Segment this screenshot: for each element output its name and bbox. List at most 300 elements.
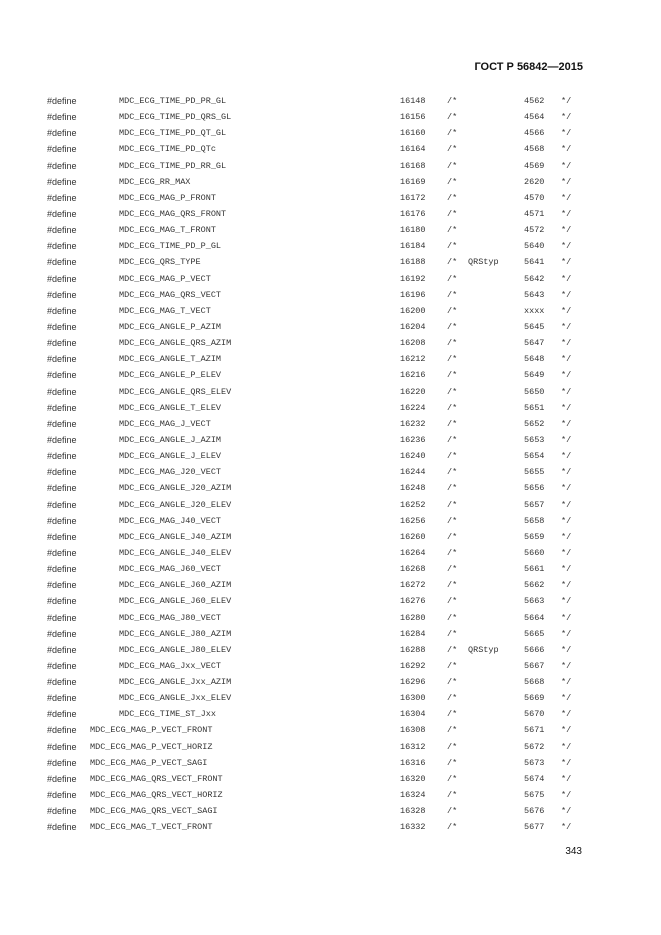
define-row: [0, 159, 661, 175]
define-keyword: #define: [47, 580, 77, 591]
define-row: [0, 514, 661, 530]
define-row: [0, 594, 661, 610]
comment-close: */: [561, 773, 572, 784]
define-row: [0, 820, 661, 836]
define-row: [0, 772, 661, 788]
macro-value: 16256: [400, 515, 426, 526]
comment-code: 5655: [524, 467, 545, 478]
comment-close: */: [561, 225, 572, 236]
comment-code: 5675: [524, 790, 545, 801]
define-keyword: #define: [47, 612, 77, 623]
define-row: [0, 756, 661, 772]
define-row: [0, 643, 661, 659]
define-row: [0, 304, 661, 320]
comment-open: /*: [447, 483, 458, 494]
comment-close: */: [561, 144, 572, 155]
macro-value: 16168: [400, 160, 426, 171]
comment-open: /*: [447, 144, 458, 155]
comment-open: /*: [447, 128, 458, 139]
comment-open: /*: [447, 160, 458, 171]
comment-close: */: [561, 693, 572, 704]
comment-open: /*: [447, 773, 458, 784]
macro-value: 16320: [400, 773, 426, 784]
define-keyword: #define: [47, 644, 77, 655]
define-row: [0, 498, 661, 514]
comment-code: 5649: [524, 370, 545, 381]
comment-open: /*: [447, 741, 458, 752]
comment-open: /*: [447, 225, 458, 236]
comment-close: */: [561, 822, 572, 833]
macro-name: MDC_ECG_MAG_J20_VECT: [119, 467, 222, 478]
define-row: [0, 272, 661, 288]
comment-open: /*: [447, 257, 458, 268]
comment-code: 5654: [524, 451, 545, 462]
comment-close: */: [561, 192, 572, 203]
comment-close: */: [561, 257, 572, 268]
comment-close: */: [561, 612, 572, 623]
comment-code: 5665: [524, 628, 545, 639]
macro-name: MDC_ECG_ANGLE_J40_ELEV: [119, 547, 232, 558]
define-keyword: #define: [47, 515, 77, 526]
macro-name: MDC_ECG_TIME_ST_Jxx: [119, 709, 216, 720]
comment-type: QRStyp: [468, 257, 499, 268]
comment-open: /*: [447, 612, 458, 623]
define-keyword: #define: [47, 434, 77, 445]
comment-close: */: [561, 596, 572, 607]
comment-code: 5643: [524, 289, 545, 300]
comment-close: */: [561, 321, 572, 332]
macro-name: MDC_ECG_TIME_PD_QTc: [119, 144, 216, 155]
comment-close: */: [561, 418, 572, 429]
macro-name: MDC_ECG_MAG_P_VECT_HORIZ: [90, 741, 213, 752]
macro-name: MDC_ECG_ANGLE_J60_ELEV: [119, 596, 232, 607]
macro-value: 16324: [400, 790, 426, 801]
macro-value: 16232: [400, 418, 426, 429]
comment-open: /*: [447, 644, 458, 655]
comment-close: */: [561, 96, 572, 106]
comment-close: */: [561, 677, 572, 688]
comment-close: */: [561, 757, 572, 768]
comment-code: 5662: [524, 580, 545, 591]
comment-code: 5656: [524, 483, 545, 494]
define-keyword: #define: [47, 499, 77, 510]
comment-open: /*: [447, 660, 458, 671]
macro-name: MDC_ECG_TIME_PD_RR_GL: [119, 160, 227, 171]
define-keyword: #define: [47, 531, 77, 542]
comment-open: /*: [447, 725, 458, 736]
macro-name: MDC_ECG_ANGLE_J80_ELEV: [119, 644, 232, 655]
macro-name: MDC_ECG_ANGLE_J20_ELEV: [119, 499, 232, 510]
comment-code: 5674: [524, 773, 545, 784]
define-keyword: #define: [47, 547, 77, 558]
define-row: [0, 578, 661, 594]
macro-name: MDC_ECG_TIME_PD_QT_GL: [119, 128, 227, 139]
define-keyword: #define: [47, 467, 77, 478]
macro-value: 16196: [400, 289, 426, 300]
macro-value: 16208: [400, 338, 426, 349]
macro-value: 16188: [400, 257, 426, 268]
macro-name: MDC_ECG_ANGLE_J40_AZIM: [119, 531, 232, 542]
comment-code: 5659: [524, 531, 545, 542]
define-row: [0, 465, 661, 481]
comment-code: 5641: [524, 257, 545, 268]
macro-name: MDC_ECG_MAG_QRS_VECT: [119, 289, 222, 300]
define-row: [0, 255, 661, 271]
comment-close: */: [561, 160, 572, 171]
comment-code: 5651: [524, 402, 545, 413]
define-keyword: #define: [47, 773, 77, 784]
comment-open: /*: [447, 790, 458, 801]
macro-value: 16224: [400, 402, 426, 413]
comment-close: */: [561, 564, 572, 575]
define-keyword: #define: [47, 790, 77, 801]
define-keyword: #define: [47, 208, 77, 219]
define-row: [0, 401, 661, 417]
comment-open: /*: [447, 467, 458, 478]
comment-code: xxxx: [524, 305, 545, 316]
macro-name: MDC_ECG_ANGLE_QRS_AZIM: [119, 338, 232, 349]
comment-open: /*: [447, 434, 458, 445]
macro-name: MDC_ECG_TIME_PD_QRS_GL: [119, 112, 232, 123]
define-keyword: #define: [47, 451, 77, 462]
comment-close: */: [561, 434, 572, 445]
macro-name: MDC_ECG_ANGLE_P_ELEV: [119, 370, 222, 381]
comment-open: /*: [447, 305, 458, 316]
define-row: [0, 562, 661, 578]
comment-close: */: [561, 515, 572, 526]
define-row: [0, 175, 661, 191]
define-keyword: #define: [47, 402, 77, 413]
define-row: [0, 126, 661, 142]
comment-close: */: [561, 467, 572, 478]
comment-open: /*: [447, 354, 458, 365]
macro-name: MDC_ECG_QRS_TYPE: [119, 257, 201, 268]
macro-value: 16276: [400, 596, 426, 607]
comment-open: /*: [447, 208, 458, 219]
define-keyword: #define: [47, 289, 77, 300]
comment-close: */: [561, 806, 572, 817]
define-keyword: #define: [47, 564, 77, 575]
macro-value: 16280: [400, 612, 426, 623]
macro-name: MDC_ECG_MAG_P_VECT_FRONT: [90, 725, 213, 736]
define-keyword: #define: [47, 241, 77, 252]
macro-name: MDC_ECG_ANGLE_Jxx_AZIM: [119, 677, 232, 688]
define-keyword: #define: [47, 418, 77, 429]
define-keyword: #define: [47, 660, 77, 671]
comment-open: /*: [447, 709, 458, 720]
define-row: [0, 94, 661, 110]
macro-name: MDC_ECG_MAG_QRS_FRONT: [119, 208, 227, 219]
define-keyword: #define: [47, 192, 77, 203]
comment-code: 5652: [524, 418, 545, 429]
macro-value: 16169: [400, 176, 426, 187]
comment-open: /*: [447, 96, 458, 106]
comment-code: 4562: [524, 96, 545, 106]
comment-close: */: [561, 338, 572, 349]
comment-open: /*: [447, 757, 458, 768]
comment-close: */: [561, 644, 572, 655]
macro-value: 16296: [400, 677, 426, 688]
macro-value: 16308: [400, 725, 426, 736]
define-row: [0, 788, 661, 804]
define-keyword: #define: [47, 822, 77, 833]
comment-close: */: [561, 547, 572, 558]
comment-close: */: [561, 208, 572, 219]
macro-name: MDC_ECG_MAG_J_VECT: [119, 418, 211, 429]
macro-value: 16264: [400, 547, 426, 558]
define-row: [0, 804, 661, 820]
macro-value: 16220: [400, 386, 426, 397]
macro-value: 16236: [400, 434, 426, 445]
macro-name: MDC_ECG_MAG_J80_VECT: [119, 612, 222, 623]
comment-close: */: [561, 241, 572, 252]
comment-code: 4564: [524, 112, 545, 123]
comment-open: /*: [447, 499, 458, 510]
macro-name: MDC_ECG_ANGLE_J80_AZIM: [119, 628, 232, 639]
macro-name: MDC_ECG_MAG_QRS_VECT_SAGI: [90, 806, 218, 817]
macro-name: MDC_ECG_TIME_PD_PR_GL: [119, 96, 227, 106]
comment-open: /*: [447, 176, 458, 187]
comment-open: /*: [447, 693, 458, 704]
comment-code: 5653: [524, 434, 545, 445]
define-row: [0, 368, 661, 384]
comment-close: */: [561, 112, 572, 123]
macro-name: MDC_ECG_MAG_T_VECT_FRONT: [90, 822, 213, 833]
macro-value: 16284: [400, 628, 426, 639]
comment-close: */: [561, 386, 572, 397]
define-keyword: #define: [47, 160, 77, 171]
define-row: [0, 449, 661, 465]
macro-value: 16148: [400, 96, 426, 106]
define-row: [0, 546, 661, 562]
define-row: [0, 611, 661, 627]
macro-name: MDC_ECG_MAG_J60_VECT: [119, 564, 222, 575]
comment-code: 5663: [524, 596, 545, 607]
macro-name: MDC_ECG_ANGLE_T_AZIM: [119, 354, 222, 365]
macro-name: MDC_ECG_MAG_T_FRONT: [119, 225, 216, 236]
macro-value: 16292: [400, 660, 426, 671]
comment-code: 5648: [524, 354, 545, 365]
comment-close: */: [561, 725, 572, 736]
macro-value: 16216: [400, 370, 426, 381]
comment-code: 5664: [524, 612, 545, 623]
define-row: [0, 675, 661, 691]
macro-value: 16240: [400, 451, 426, 462]
comment-open: /*: [447, 596, 458, 607]
comment-close: */: [561, 741, 572, 752]
comment-open: /*: [447, 806, 458, 817]
define-list: [0, 94, 661, 836]
comment-code: 5645: [524, 321, 545, 332]
macro-value: 16252: [400, 499, 426, 510]
define-keyword: #define: [47, 725, 77, 736]
define-row: [0, 239, 661, 255]
comment-code: 5669: [524, 693, 545, 704]
comment-code: 5658: [524, 515, 545, 526]
comment-code: 5667: [524, 660, 545, 671]
comment-close: */: [561, 709, 572, 720]
macro-value: 16160: [400, 128, 426, 139]
comment-code: 4569: [524, 160, 545, 171]
define-row: [0, 288, 661, 304]
define-keyword: #define: [47, 338, 77, 349]
macro-name: MDC_ECG_ANGLE_J_AZIM: [119, 434, 222, 445]
define-keyword: #define: [47, 96, 77, 106]
define-keyword: #define: [47, 144, 77, 155]
comment-code: 5670: [524, 709, 545, 720]
define-keyword: #define: [47, 677, 77, 688]
comment-code: 4566: [524, 128, 545, 139]
define-keyword: #define: [47, 257, 77, 268]
comment-open: /*: [447, 321, 458, 332]
comment-open: /*: [447, 515, 458, 526]
macro-name: MDC_ECG_ANGLE_J20_AZIM: [119, 483, 232, 494]
comment-close: */: [561, 354, 572, 365]
comment-close: */: [561, 790, 572, 801]
macro-name: MDC_ECG_MAG_P_VECT_SAGI: [90, 757, 208, 768]
define-keyword: #define: [47, 628, 77, 639]
comment-close: */: [561, 402, 572, 413]
macro-value: 16184: [400, 241, 426, 252]
comment-open: /*: [447, 192, 458, 203]
comment-code: 5668: [524, 677, 545, 688]
define-row: [0, 417, 661, 433]
comment-open: /*: [447, 451, 458, 462]
comment-open: /*: [447, 677, 458, 688]
define-keyword: #define: [47, 483, 77, 494]
comment-open: /*: [447, 580, 458, 591]
macro-value: 16244: [400, 467, 426, 478]
define-keyword: #define: [47, 757, 77, 768]
macro-name: MDC_ECG_ANGLE_Jxx_ELEV: [119, 693, 232, 704]
define-row: [0, 627, 661, 643]
macro-value: 16156: [400, 112, 426, 123]
macro-name: MDC_ECG_MAG_QRS_VECT_HORIZ: [90, 790, 223, 801]
comment-open: /*: [447, 418, 458, 429]
comment-open: /*: [447, 531, 458, 542]
define-row: [0, 530, 661, 546]
comment-open: /*: [447, 241, 458, 252]
comment-close: */: [561, 483, 572, 494]
macro-value: 16204: [400, 321, 426, 332]
macro-name: MDC_ECG_ANGLE_P_AZIM: [119, 321, 222, 332]
comment-open: /*: [447, 112, 458, 123]
comment-open: /*: [447, 564, 458, 575]
macro-value: 16180: [400, 225, 426, 236]
macro-name: MDC_ECG_RR_MAX: [119, 176, 191, 187]
define-keyword: #define: [47, 806, 77, 817]
define-keyword: #define: [47, 370, 77, 381]
comment-open: /*: [447, 402, 458, 413]
define-row: [0, 320, 661, 336]
define-row: [0, 433, 661, 449]
document-header-standard-id: ГОСТ Р 56842—2015: [474, 61, 583, 73]
comment-close: */: [561, 580, 572, 591]
comment-code: 4568: [524, 144, 545, 155]
comment-code: 4572: [524, 225, 545, 236]
comment-close: */: [561, 128, 572, 139]
macro-value: 16260: [400, 531, 426, 542]
define-row: [0, 352, 661, 368]
comment-close: */: [561, 451, 572, 462]
macro-name: MDC_ECG_MAG_QRS_VECT_FRONT: [90, 773, 223, 784]
comment-code: 5672: [524, 741, 545, 752]
macro-name: MDC_ECG_ANGLE_T_ELEV: [119, 402, 222, 413]
comment-code: 4570: [524, 192, 545, 203]
define-row: [0, 691, 661, 707]
define-row: [0, 223, 661, 239]
macro-name: MDC_ECG_ANGLE_QRS_ELEV: [119, 386, 232, 397]
comment-open: /*: [447, 273, 458, 284]
comment-close: */: [561, 370, 572, 381]
comment-code: 5661: [524, 564, 545, 575]
macro-value: 16176: [400, 208, 426, 219]
macro-value: 16332: [400, 822, 426, 833]
macro-value: 16272: [400, 580, 426, 591]
define-keyword: #define: [47, 709, 77, 720]
comment-open: /*: [447, 386, 458, 397]
define-row: [0, 142, 661, 158]
comment-code: 4571: [524, 208, 545, 219]
comment-code: 5647: [524, 338, 545, 349]
macro-value: 16288: [400, 644, 426, 655]
comment-close: */: [561, 628, 572, 639]
define-row: [0, 336, 661, 352]
comment-code: 5657: [524, 499, 545, 510]
comment-code: 5671: [524, 725, 545, 736]
macro-name: MDC_ECG_ANGLE_J_ELEV: [119, 451, 222, 462]
define-keyword: #define: [47, 741, 77, 752]
comment-code: 2620: [524, 176, 545, 187]
comment-code: 5673: [524, 757, 545, 768]
comment-close: */: [561, 176, 572, 187]
comment-open: /*: [447, 547, 458, 558]
define-keyword: #define: [47, 596, 77, 607]
macro-name: MDC_ECG_MAG_J40_VECT: [119, 515, 222, 526]
define-keyword: #define: [47, 386, 77, 397]
define-row: [0, 481, 661, 497]
macro-value: 16172: [400, 192, 426, 203]
define-keyword: #define: [47, 176, 77, 187]
comment-open: /*: [447, 338, 458, 349]
macro-value: 16304: [400, 709, 426, 720]
comment-close: */: [561, 531, 572, 542]
macro-name: MDC_ECG_MAG_P_FRONT: [119, 192, 216, 203]
macro-value: 16300: [400, 693, 426, 704]
comment-code: 5640: [524, 241, 545, 252]
define-keyword: #define: [47, 273, 77, 284]
comment-open: /*: [447, 822, 458, 833]
define-row: [0, 191, 661, 207]
macro-name: MDC_ECG_TIME_PD_P_GL: [119, 241, 222, 252]
define-keyword: #define: [47, 354, 77, 365]
define-keyword: #define: [47, 693, 77, 704]
comment-code: 5676: [524, 806, 545, 817]
define-row: [0, 723, 661, 739]
macro-value: 16212: [400, 354, 426, 365]
comment-code: 5642: [524, 273, 545, 284]
macro-name: MDC_ECG_ANGLE_J60_AZIM: [119, 580, 232, 591]
macro-name: MDC_ECG_MAG_T_VECT: [119, 305, 211, 316]
page-number: 343: [565, 846, 582, 857]
macro-value: 16248: [400, 483, 426, 494]
define-row: [0, 707, 661, 723]
comment-open: /*: [447, 628, 458, 639]
define-keyword: #define: [47, 321, 77, 332]
macro-value: 16164: [400, 144, 426, 155]
macro-value: 16312: [400, 741, 426, 752]
define-keyword: #define: [47, 112, 77, 123]
